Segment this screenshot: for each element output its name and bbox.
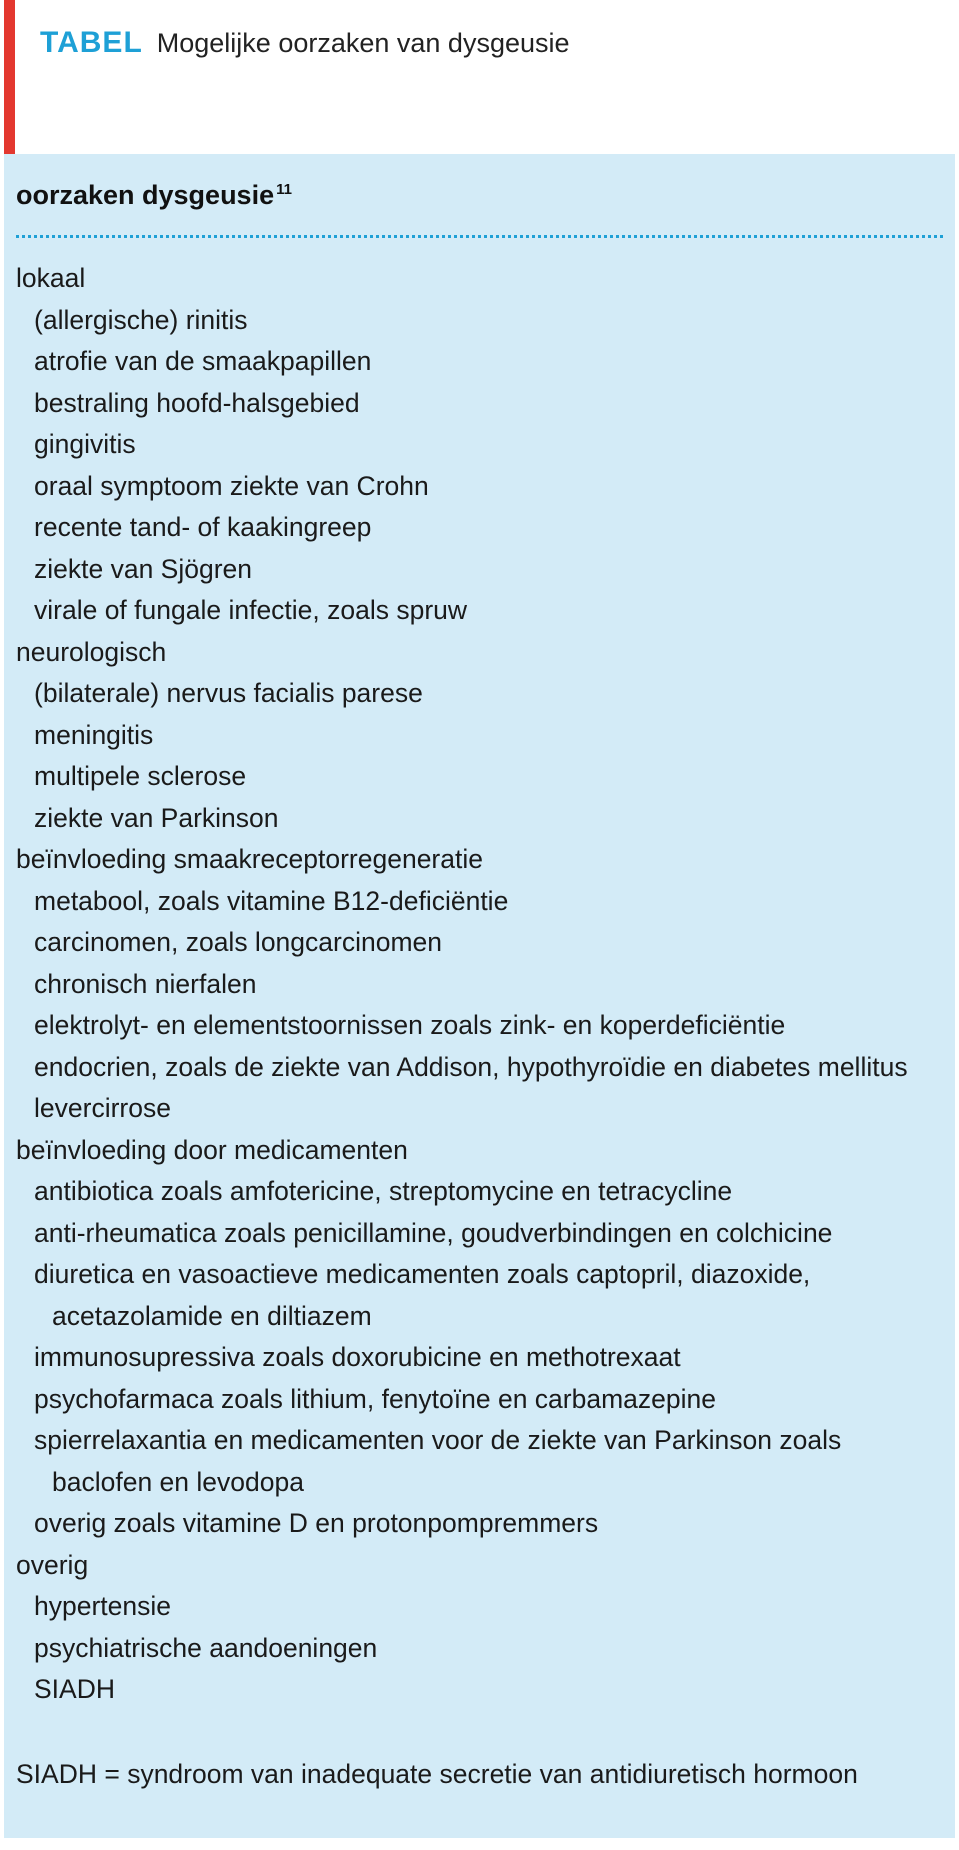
- list-item: hypertensie: [34, 1591, 172, 1621]
- list-item: oraal symptoom ziekte van Crohn: [34, 470, 429, 501]
- list-item: spierrelaxantia en medicamenten voor de ziekte van Parkinson zoals: [34, 1425, 842, 1455]
- category-heading: beïnvloeding door medicamenten: [16, 1134, 408, 1165]
- list-item: ziekte van Sjögren: [34, 553, 253, 584]
- list-item: multipele sclerose: [34, 761, 247, 791]
- accent-bar: [4, 0, 15, 154]
- list-item: psychiatrische aandoeningen: [34, 1632, 378, 1663]
- list-item: ziekte van Parkinson: [34, 802, 279, 833]
- category-heading: neurologisch: [16, 636, 167, 667]
- list-item: carcinomen, zoals longcarcinomen: [34, 927, 443, 957]
- list-item: levercirrose: [34, 1093, 171, 1123]
- list-item: psychofarmaca zoals lithium, fenytoïne en carbamazepine: [34, 1383, 716, 1414]
- list-item: chronisch nierfalen: [34, 968, 257, 999]
- footnote: SIADH = syndroom van inadequate secretie van antidiuretisch hormoon: [16, 1759, 858, 1789]
- list-item: atrofie van de smaakpapillen: [34, 346, 372, 376]
- table-title: Mogelijke oorzaken van dysgeusie: [156, 28, 570, 58]
- list-item: metabool, zoals vitamine B12-deficiëntie: [34, 885, 509, 916]
- column-heading: [16, 180, 292, 211]
- category-heading: overig: [16, 1549, 89, 1580]
- list-item: endocrien, zoals de ziekte van Addison, hypothyroïdie en diabetes mellitus: [34, 1051, 908, 1082]
- category-heading: beïnvloeding smaakreceptorregeneratie: [16, 844, 483, 874]
- table-header: [40, 26, 570, 76]
- list-item: elektrolyt- en elementstoornissen zoals zink- en koperdeficiëntie: [34, 1010, 786, 1040]
- list-item: SIADH: [34, 1674, 115, 1704]
- cause-list: [16, 258, 946, 1711]
- list-item-continuation: baclofen en levodopa: [52, 1466, 304, 1497]
- list-item: immunosupressiva zoals doxorubicine en methotrexaat: [34, 1342, 681, 1372]
- list-item-continuation: acetazolamide en diltiazem: [52, 1300, 372, 1331]
- list-item: anti-rheumatica zoals penicillamine, goudverbindingen en colchicine: [34, 1217, 833, 1248]
- list-item: recente tand- of kaakingreep: [34, 512, 372, 542]
- list-item: bestraling hoofd-halsgebied: [34, 387, 360, 418]
- table-label: TABEL: [40, 26, 143, 59]
- list-item: (bilaterale) nervus facialis parese: [34, 678, 423, 708]
- list-item: virale of fungale infectie, zoals spruw: [34, 595, 468, 625]
- list-item: (allergische) rinitis: [34, 304, 248, 335]
- list-item: gingivitis: [34, 429, 136, 459]
- category-heading: lokaal: [16, 263, 86, 293]
- list-item: overig zoals vitamine D en protonpompremmers: [34, 1508, 599, 1538]
- table-panel: [4, 154, 955, 1838]
- list-item: diuretica en vasoactieve medicamenten zoals captopril, diazoxide,: [34, 1259, 811, 1289]
- list-item: antibiotica zoals amfotericine, streptomycine en tetracycline: [34, 1176, 733, 1206]
- list-item: meningitis: [34, 719, 154, 750]
- dotted-divider: [16, 235, 943, 238]
- column-heading-text: oorzaken dysgeusie: [16, 180, 275, 210]
- reference-superscript: 11: [276, 181, 292, 198]
